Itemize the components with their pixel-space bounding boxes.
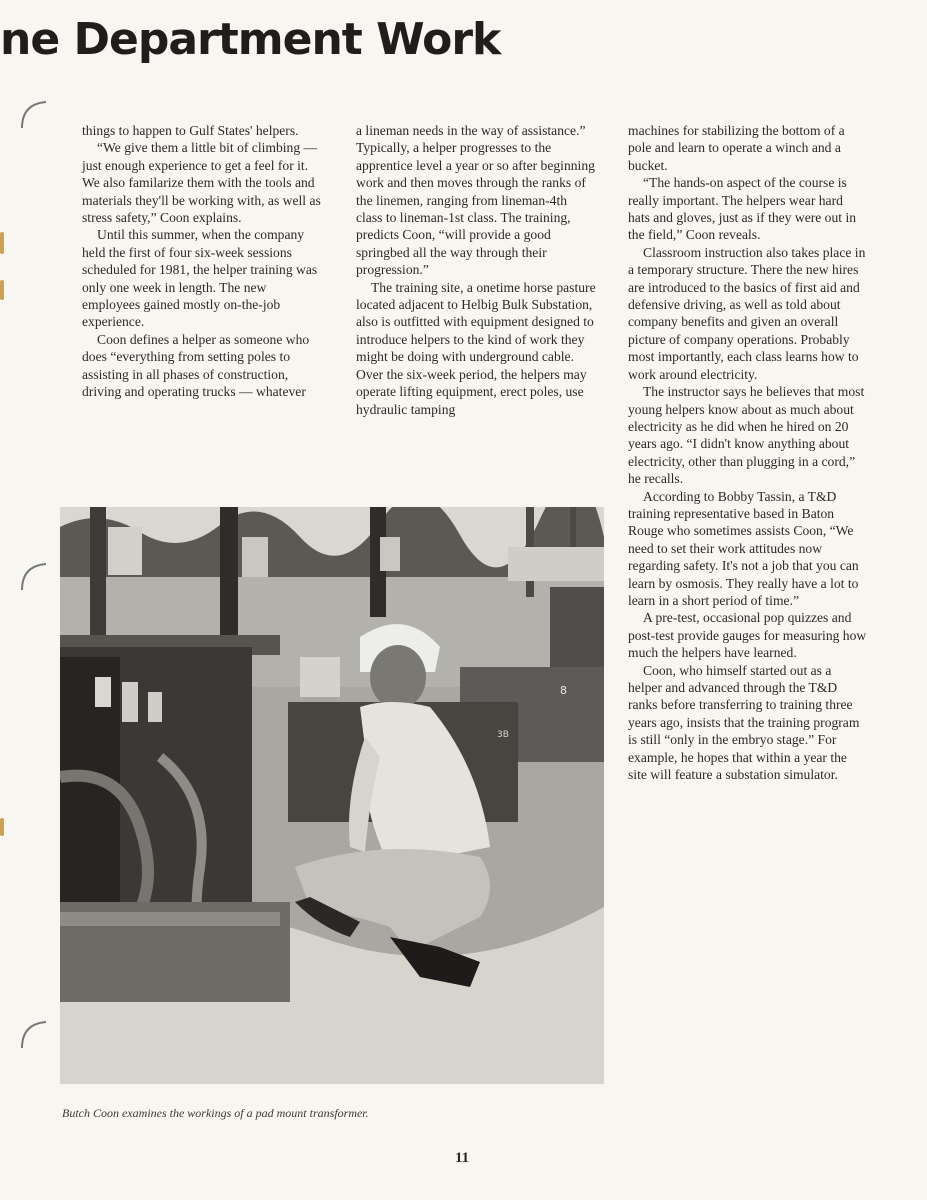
margin-mark — [0, 232, 4, 254]
box-label: 8 — [560, 684, 567, 697]
paragraph: machines for stabilizing the bottom of a pole and learn to operate a winch and a bucket. — [628, 123, 845, 173]
paragraph: According to Bobby Tassin, a T&D training representative based in Baton Rouge who sometimes assists Coon, “We need to set their work attitudes now regarding safety. It's not a job that you can learn by osmosis. They really have a lot to learn in a short period of time.” — [628, 488, 859, 608]
margin-mark — [0, 818, 4, 836]
paragraph: Coon, who himself started out as a helper and advanced through the T&D ranks before transferring to training three years ago, insists that the training program is still “only in the embryo stage.” For example, he hopes that within a year the site will feature a substation simulator. — [628, 662, 860, 783]
paragraph: The training site, a onetime horse pasture located adjacent to Helbig Bulk Substation, also is outfitted with equipment designed to introduce helpers to the kind of work they might be doing with underground cable. Over the six-week period, the helpers may operate lifting equipment, erect poles, use hydraulic tamping — [356, 279, 596, 417]
paragraph: a lineman needs in the way of assistance.” Typically, a helper progresses to the apprentice level a year or so after beginning work and then moves through the ranks of the linemen, ranging from lineman-4th class to lineman-1st class. The training, predicts Coon, “will provide a good springbed all the way through their progression.” — [356, 123, 595, 278]
binder-hole — [18, 98, 52, 132]
paragraph: Until this summer, when the company held the first of four six-week sessions scheduled for 1981, the helper training was only one week in length. The new employees gained mostly on-the-job experience. — [82, 227, 318, 330]
paragraph: “We give them a little bit of climbing — just enough experience to get a feel for it. We also familarize them with the tools and materials they'll be working with, as well as stress safety,” Coon explains. — [82, 140, 321, 226]
margin-mark — [0, 280, 4, 300]
article-column-3 — [628, 122, 868, 783]
binder-hole — [18, 560, 52, 594]
paragraph: Coon defines a helper as someone who does “everything from setting poles to assisting in all phases of construction, driving and operating trucks — whatever — [82, 331, 310, 400]
photo-transformer-inspection — [60, 507, 604, 1084]
article-column-1 — [82, 122, 322, 401]
paragraph: The instructor says he believes that most young helpers know about as much about electricity as he did when he hired on 20 years ago. “I didn't know anything about electricity, other than plugging in a cord,” he recalls. — [628, 384, 865, 487]
paragraph: things to happen to Gulf States' helpers. — [82, 123, 299, 138]
box-label: 3B — [497, 730, 509, 740]
binder-hole — [18, 1018, 52, 1052]
headline: ne Department Work — [0, 14, 501, 65]
paragraph: “The hands-on aspect of the course is really important. The helpers wear hard hats and gloves, just as if they were out in the field,” Coon reveals. — [628, 175, 857, 243]
article-column-2 — [356, 122, 596, 418]
page-number: 11 — [455, 1150, 470, 1166]
photo-caption: Butch Coon examines the workings of a pad mount transformer. — [62, 1106, 369, 1120]
paragraph: Classroom instruction also takes place in a temporary structure. There the new hires are introduced to the basics of first aid and defensive driving, as well as told about company benefits and given an overall picture of company operations. Probably most importantly, each class learns how to work around electricity. — [628, 244, 866, 382]
paragraph: A pre-test, occasional pop quizzes and post-test provide gauges for measuring how much the helpers have learned. — [628, 610, 867, 661]
